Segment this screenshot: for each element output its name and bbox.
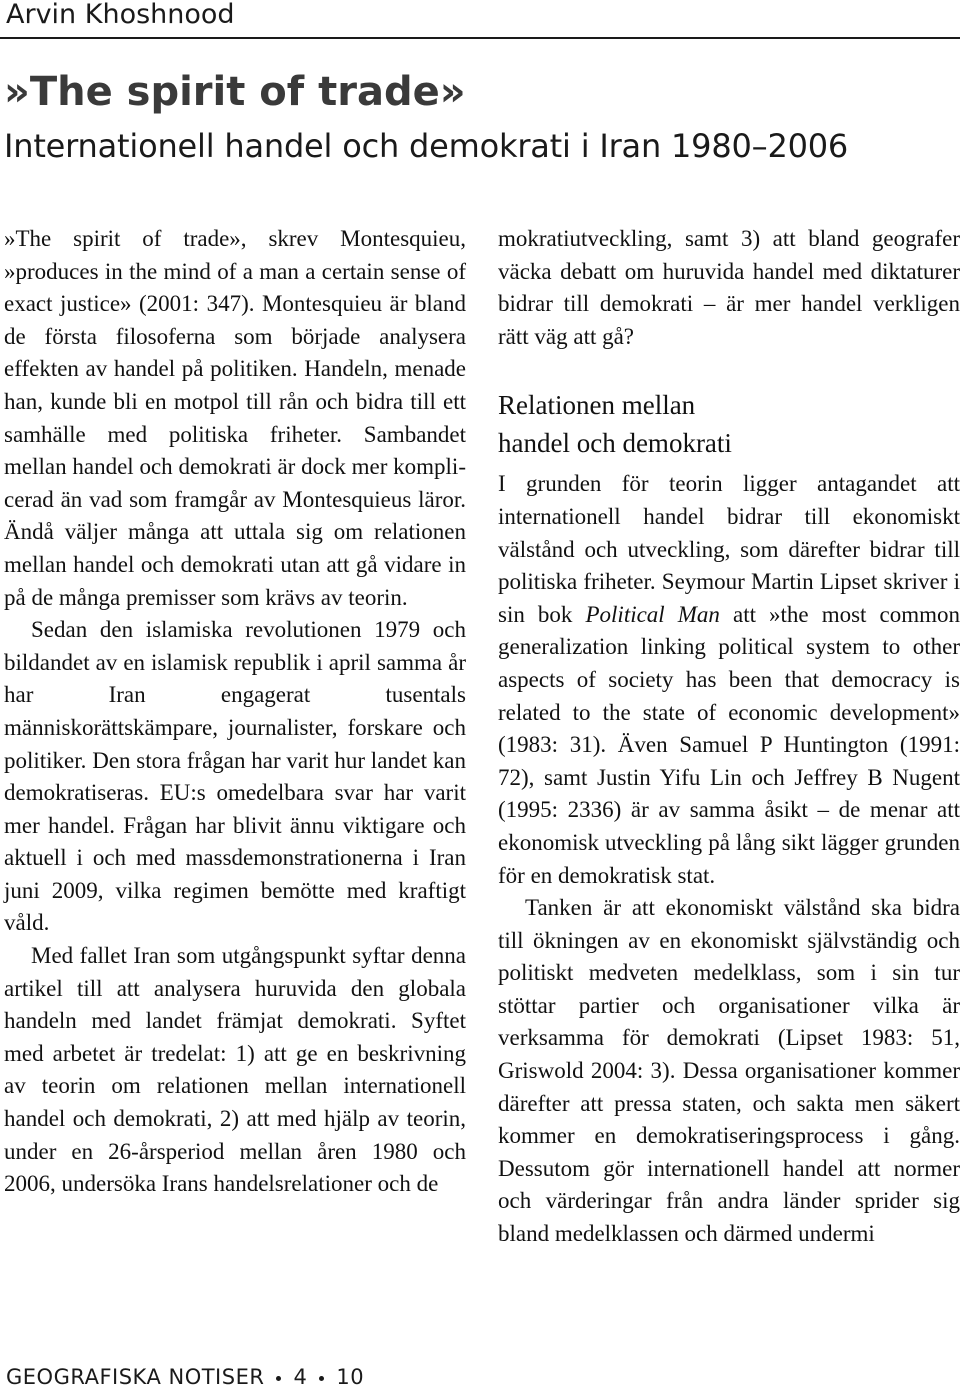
paragraph: Med fallet Iran som utgångspunkt syftar denna artikel till att analysera huruvida den globala handeln med landet främjat demokrati. Syftet med arbetet är tredelat: 1) att ge en beskrivning av teorin om relationen mellan internationell handel och demokrati, 2) att med hjälp av teorin, under en 26-årsperiod mellan åren 1980 och 2006, undersöka Irans handelsrelationer och de — [4, 943, 466, 1197]
paragraph: mokratiutveckling, samt 3) att bland geografer väcka debatt om huruvida handel med diktaturer bidrar till demokrati – är mer handel verkligen rätt väg att gå? — [498, 226, 960, 349]
paragraph-text: I grunden för teorin ligger antagandet att internationell handel bidrar till ekonomiskt välstånd och utveckling, som därefter bidrar till politiska friheter. Seymour Martin Lipset skriver i sin bok — [498, 471, 960, 627]
book-title: Political Man — [585, 601, 720, 627]
author-name: Arvin Khoshnood — [6, 0, 235, 30]
paragraph: Sedan den islamiska revolutionen 1979 och bildandet av en islamisk republik i april samma år har Iran engagerat tusentals människorättskämpare, journalister, forskare och politiker. Den stora frågan har varit hur landet kan demokratiseras. EU:s omedelbara svar har varit mer handel. Frågan har blivit ännu viktigare och aktuell i och med massdemonstrationerna i Iran juni 2009, vilka regimen bemötte med kraftigt våld. — [4, 617, 466, 936]
journal-name: GEOGRAFISKA NOTISER — [6, 1365, 265, 1389]
right-column — [498, 223, 960, 1251]
volume-number: 4 — [293, 1365, 308, 1389]
left-column — [4, 223, 466, 1201]
paragraph: Tanken är att ekonomiskt välstånd ska bidra till ökningen av en ekonomiskt självständig och politiskt medveten medelklass, som i sin tur stöttar partier och organisationer vilka är verksamma för demokrati (Lipset 1983: 51, Griswold 2004: 3). Dessa organisationer kommer därefter att pressa staten, och sakta men säkert kommer en demokratiseringsprocess i gång. Dessutom gör internationell handel att normer och värderingar från andra länder sprider sig bland medelklassen och därmed undermi — [498, 895, 960, 1247]
page-number: 10 — [336, 1365, 365, 1389]
paragraph-text: att »the most common generalization linking political system to other aspects of society has been that democracy is related to the state of economic development» (1983: 31). Även Samuel P Huntington (1991: 72), samt Justin Yifu Lin och Jeffrey B Nugent (1995: 2336) är av samma åsikt – de menar att ekonomisk utveckling på lång sikt lägger grunden för en demokratisk stat. — [498, 601, 960, 888]
spacer — [498, 353, 960, 386]
paragraph — [498, 468, 960, 892]
separator-dot — [276, 1376, 281, 1381]
page-footer — [6, 1364, 364, 1390]
section-heading — [498, 386, 960, 462]
section-heading-line: handel och demokrati — [498, 428, 732, 459]
article-subtitle: Internationell handel och demokrati i Iran 1980–2006 — [4, 127, 849, 165]
separator-dot — [319, 1376, 324, 1381]
paragraph: »The spirit of trade», skrev Montesquieu, »produces in the mind of a man a certain sense of exact justice» (2001: 347). Montesquieu är bland de första filosoferna som började analysera effekten av handel på politiken. Handeln, menade han, kunde bli en motpol till rån och bidra till ett samhälle med politiska friheter. Sambandet mellan handel och demokrati är dock mer komplicerad än vad som framgår av Montesquieus läror. Ändå väljer många att uttala sig om relationen mellan handel och demokrati utan att gå vidare in på de många premisser som krävs av teorin. — [4, 226, 466, 610]
header-rule — [0, 37, 960, 39]
article-title: »The spirit of trade» — [4, 69, 466, 115]
section-heading-line: Relationen mellan — [498, 390, 696, 421]
